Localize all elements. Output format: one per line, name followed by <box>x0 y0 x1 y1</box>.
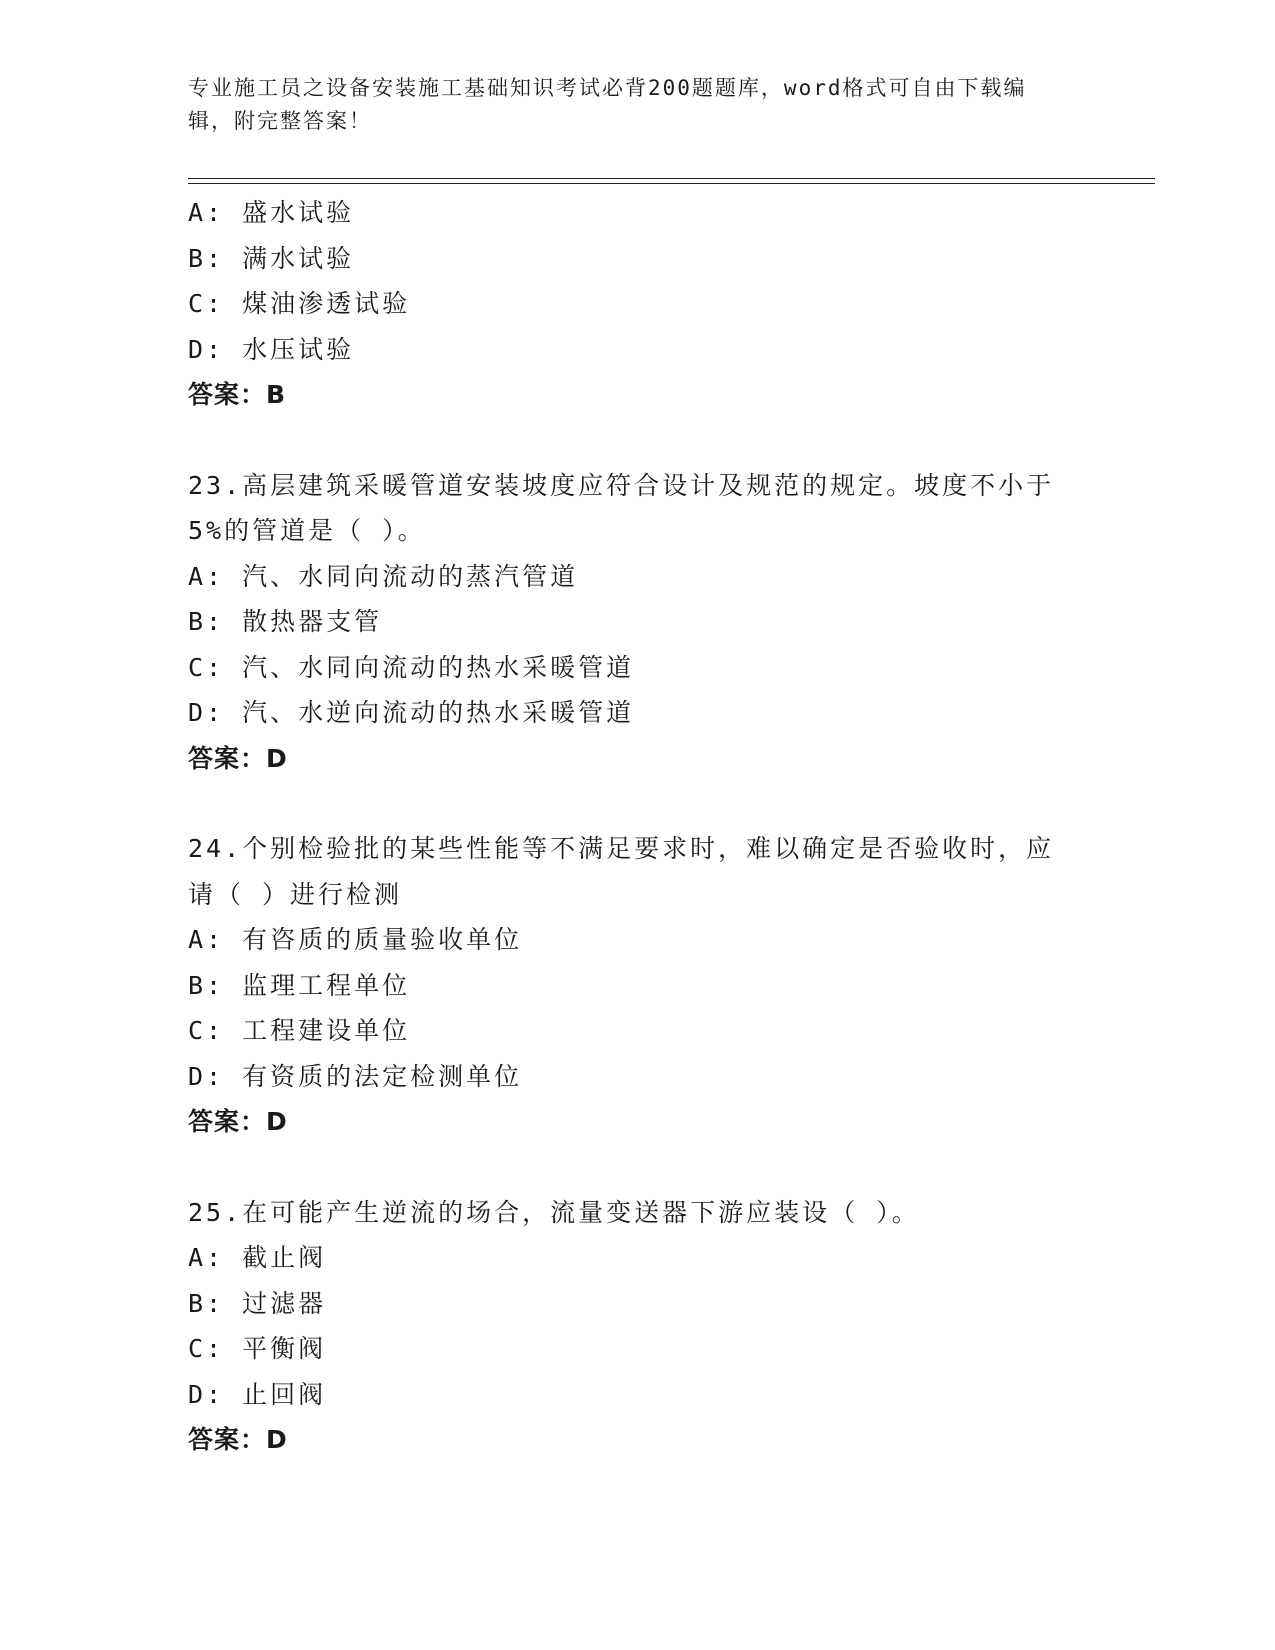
answer-line: 答案：D <box>188 1107 288 1136</box>
option-d: D: 水压试验 <box>188 334 355 364</box>
answer-line: 答案：D <box>188 1425 288 1454</box>
option-b: B: 过滤器 <box>188 1288 327 1318</box>
document-body <box>188 190 1088 1463</box>
option-c: C: 汽、水同向流动的热水采暖管道 <box>188 652 635 682</box>
previous-question-block <box>188 190 1088 418</box>
question-23 <box>188 463 1088 782</box>
option-c: C: 平衡阀 <box>188 1334 327 1363</box>
spacer <box>188 1145 1088 1190</box>
question-stem-line: 24.个别检验批的某些性能等不满足要求时，难以确定是否验收时，应 <box>188 834 1055 863</box>
option-b: B: 满水试验 <box>188 243 355 273</box>
option-a: A: 汽、水同向流动的蒸汽管道 <box>188 561 579 591</box>
question-24 <box>188 826 1088 1145</box>
spacer <box>188 418 1088 463</box>
answer-line: 答案：D <box>188 743 288 773</box>
header-divider-top <box>188 178 1155 179</box>
question-stem-line: 23.高层建筑采暖管道安装坡度应符合设计及规范的规定。坡度不小于 <box>188 470 1055 500</box>
option-c: C: 工程建设单位 <box>188 1016 411 1045</box>
option-a: A: 盛水试验 <box>188 198 355 227</box>
option-d: D: 有资质的法定检测单位 <box>188 1061 523 1091</box>
option-a: A: 有咨质的质量验收单位 <box>188 925 523 954</box>
document-header <box>188 72 1068 138</box>
option-d: D: 止回阀 <box>188 1379 327 1409</box>
question-25 <box>188 1190 1088 1463</box>
option-d: D: 汽、水逆向流动的热水采暖管道 <box>188 698 635 727</box>
question-stem-line: 请（ ）进行检测 <box>188 879 403 909</box>
spacer <box>188 781 1088 826</box>
option-b: B: 散热器支管 <box>188 607 383 636</box>
question-stem-line: 25.在可能产生逆流的场合，流量变送器下游应装设（ ）。 <box>188 1197 920 1227</box>
header-title: 专业施工员之设备安装施工基础知识考试必背200题题库，word格式可自由下载编辑，附完整答案！ <box>188 76 1027 133</box>
question-stem-line: 5%的管道是（ ）。 <box>188 516 426 545</box>
option-a: A: 截止阀 <box>188 1243 327 1272</box>
header-divider-bottom <box>188 183 1155 184</box>
answer-line: 答案：B <box>188 380 287 409</box>
option-c: C: 煤油渗透试验 <box>188 289 411 318</box>
option-b: B: 监理工程单位 <box>188 970 411 1000</box>
